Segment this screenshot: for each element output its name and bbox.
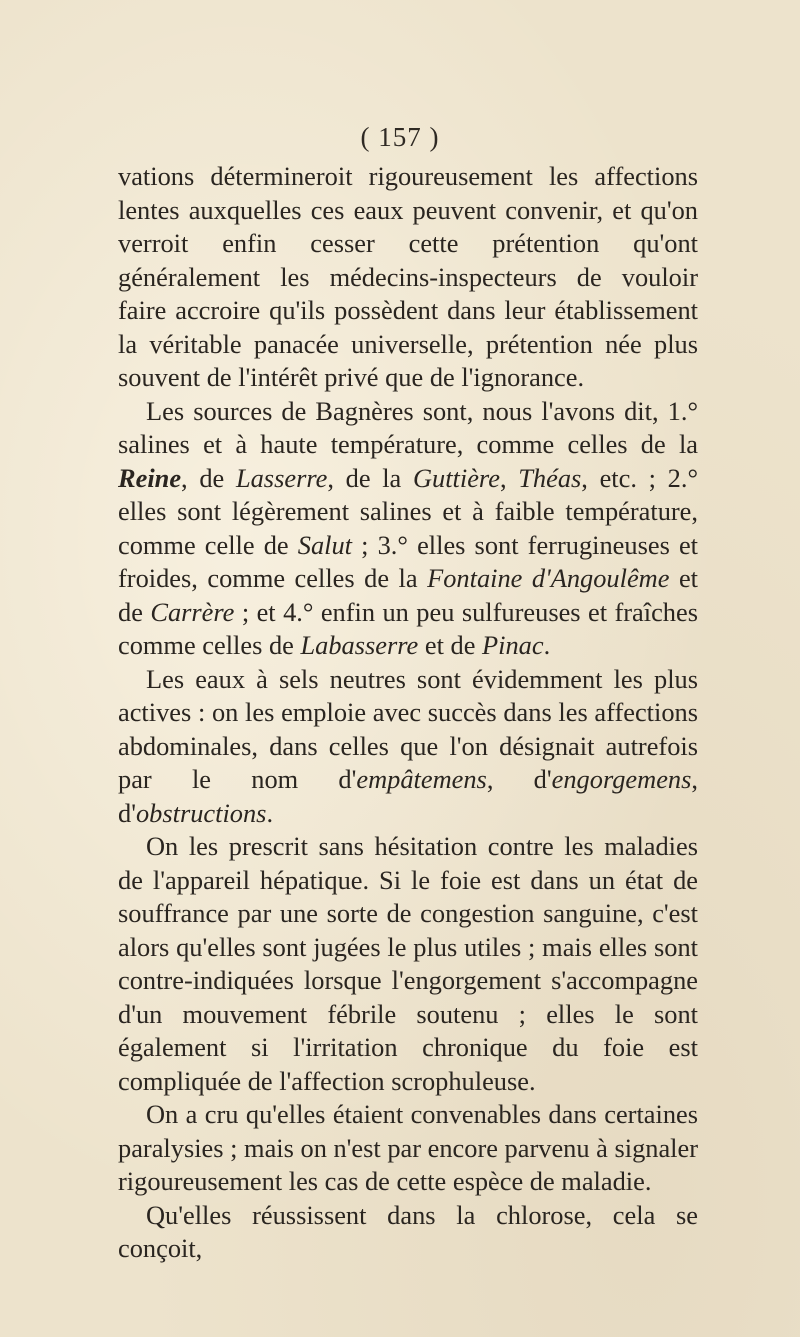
emphasized-term: obstructions <box>135 797 267 828</box>
text-run: ; et 4.° enfin un peu sulfureuses et fraîches comme celles de <box>118 596 698 660</box>
paragraph <box>118 1199 698 1266</box>
text-run: . <box>543 630 551 660</box>
emphasized-term: Reine <box>118 462 182 493</box>
emphasized-term: Pinac <box>482 630 544 660</box>
text-run: On les prescrit sans hésitation contre les maladies de l'appareil hépatique. Si le foie est dans un état de souffrance par une sorte de congestion sanguine, c'est alors qu'elles sont jugées le plus utiles ; mais elles sont contre-indiquées lorsque l'engorgement s'accompagne d'un mouvement fébrile soutenu ; elles le sont également si l'irritation chronique du foie est compliquée de l'affection scrophuleuse. <box>118 831 698 1096</box>
paragraph <box>118 160 698 395</box>
emphasized-term: empâtemens <box>356 764 487 794</box>
text-run: et de <box>118 563 699 627</box>
text-run: vations détermineroit rigoureusement les affections lentes auxquelles ces eaux peuvent convenir, et qu'on verroit enfin cesser cette prétention qu'ont généralement les médecins-inspecteurs de vouloir faire accroire qu'ils possèdent dans leur établissement la véritable panacée universelle, prétention née plus souvent de l'intérêt privé que de l'ignorance. <box>118 161 698 392</box>
emphasized-term: engorgemens <box>551 764 692 794</box>
text-run: On a cru qu'elles étaient convenables dans certaines paralysies ; mais on n'est par encore parvenu à signaler rigoureusement les cas de cette espèce de maladie. <box>118 1099 699 1196</box>
emphasized-term: Théas <box>518 462 582 493</box>
text-run: , <box>499 462 519 493</box>
body-text <box>118 160 698 1266</box>
paragraph <box>118 1098 698 1199</box>
text-run: Les eaux à sels neutres sont évidemment les plus actives : on les emploie avec succès dans les affections abdominales, dans celles que l'on désignait autrefois par le nom d' <box>118 663 698 794</box>
text-run: ; 3.° elles sont ferrugineuses et froides, comme celles de la <box>118 529 699 593</box>
emphasized-term: Guttière <box>412 462 500 493</box>
text-run: , de <box>181 462 236 493</box>
text-run: , etc. ; 2.° elles sont légèrement salines et à faible température, comme celle de <box>118 462 698 560</box>
emphasized-term: Lasserre <box>235 462 328 493</box>
paragraph <box>118 830 698 1098</box>
emphasized-term: Fontaine d'Angoulême <box>427 563 670 593</box>
emphasized-term: Labasserre <box>300 630 419 660</box>
text-run: et de <box>418 630 483 660</box>
emphasized-term: Carrère <box>150 596 235 627</box>
paragraph <box>118 395 698 663</box>
text-run: , d' <box>486 764 552 794</box>
text-run: Qu'elles réussissent dans la chlorose, cela se conçoit, <box>118 1199 698 1263</box>
text-run: , de la <box>327 462 413 493</box>
paragraph <box>118 663 698 831</box>
text-run: Les sources de Bagnères sont, nous l'avons dit, 1.° salines et à haute température, comme celles de la <box>118 395 698 459</box>
emphasized-term: Salut <box>297 529 353 560</box>
text-run: . <box>266 797 274 828</box>
text-run: , d' <box>118 764 698 828</box>
page-number: ( 157 ) <box>360 122 440 152</box>
